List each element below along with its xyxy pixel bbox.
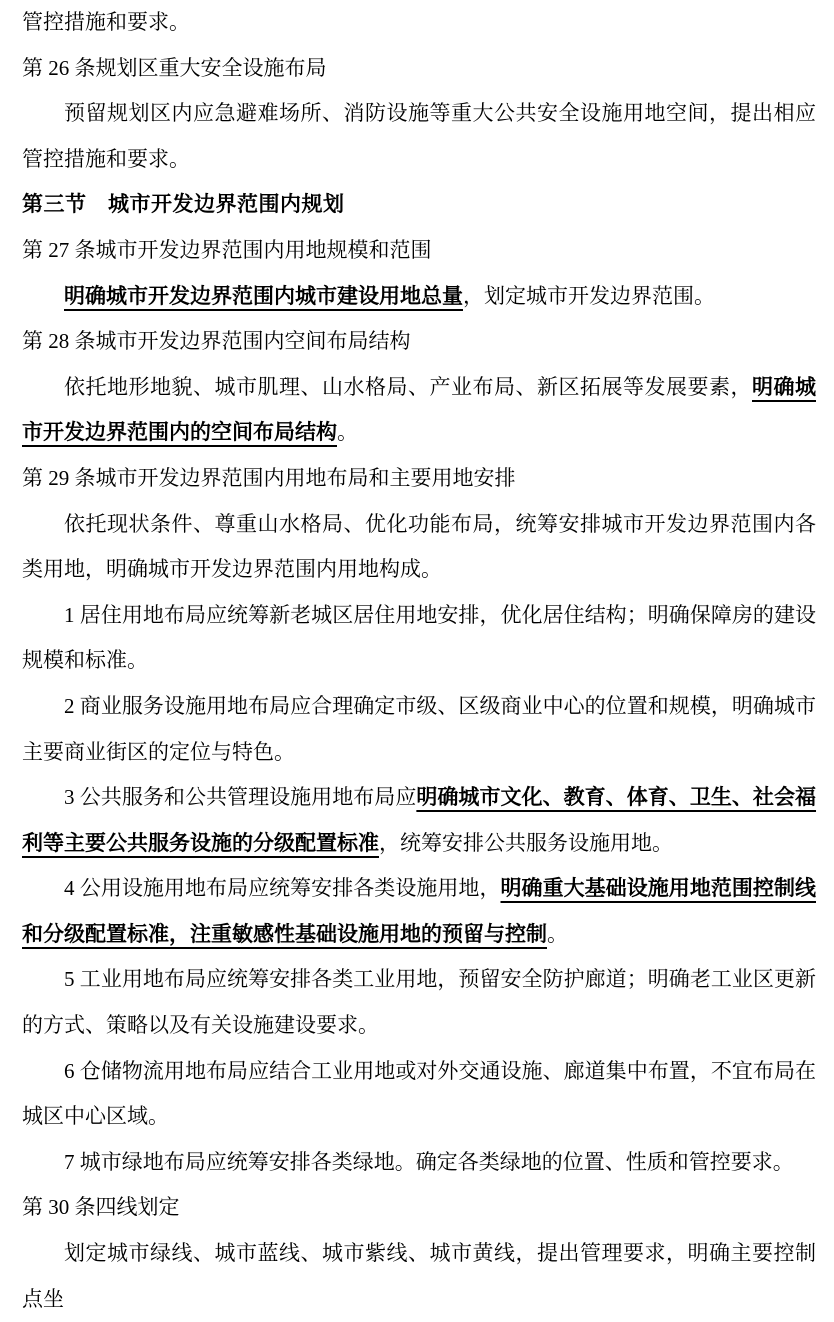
paragraph-body: [22, 957, 816, 1048]
emphasis-text-run: 明确城市文化、教育、体育、卫生、社会福利等主要公共服务设施的分级配置标准: [22, 785, 817, 855]
paragraph-body: [22, 1140, 816, 1186]
paragraph-body: [22, 1049, 816, 1140]
paragraph-body: [22, 274, 816, 320]
paragraph-body: [22, 775, 816, 866]
text-run: 划定城市绿线、城市蓝线、城市紫线、城市黄线，提出管理要求，明确主要控制点坐: [22, 1241, 816, 1311]
text-run: ，统筹安排公共服务设施用地。: [379, 830, 673, 855]
text-run: 7 城市绿地布局应统筹安排各类绿地。确定各类绿地的位置、性质和管控要求。: [64, 1149, 794, 1174]
text-run: 4 公用设施用地布局应统筹安排各类设施用地，: [64, 876, 501, 901]
emphasis-text-run: 明确城市开发边界范围内城市建设用地总量: [64, 283, 463, 308]
paragraph-body: [22, 866, 816, 957]
text-run: 第 27 条城市开发边界范围内用地规模和范围: [22, 237, 432, 262]
paragraph-article: [22, 228, 816, 274]
paragraph-article: [22, 1185, 816, 1231]
paragraph-body: [22, 365, 816, 456]
paragraph-body: [22, 502, 816, 593]
paragraph-body: [22, 1231, 816, 1322]
paragraph-article: [22, 319, 816, 365]
text-run: 依托地形地貌、城市肌理、山水格局、产业布局、新区拓展等发展要素，: [64, 374, 752, 399]
text-run: 第 26 条规划区重大安全设施布局: [22, 55, 327, 80]
text-run: 1 居住用地布局应统筹新老城区居住用地安排，优化居住结构；明确保障房的建设规模和标准。: [22, 602, 816, 673]
text-run: 2 商业服务设施用地布局应合理确定市级、区级商业中心的位置和规模，明确城市主要商业街区的定位与特色。: [22, 693, 816, 764]
text-run: 5 工业用地布局应统筹安排各类工业用地，预留安全防护廊道；明确老工业区更新的方式、策略以及有关设施建设要求。: [22, 967, 816, 1038]
text-run: 3 公共服务和公共管理设施用地布局应: [64, 785, 417, 810]
text-run: 管控措施和要求。: [22, 10, 190, 34]
text-run: 第 30 条四线划定: [22, 1195, 180, 1220]
paragraph-continuation: [22, 0, 816, 46]
emphasis-text-run: 明确城市开发边界范围内的空间布局结构: [22, 374, 816, 445]
paragraph-section: [22, 182, 816, 228]
emphasis-text-run: 明确重大基础设施用地范围控制线和分级配置标准，注重敏感性基础设施用地的预留与控制: [22, 876, 816, 946]
text-run: 第 28 条城市开发边界范围内空间布局结构: [22, 329, 411, 354]
text-run: 。: [337, 420, 358, 445]
paragraph-body: [22, 684, 816, 775]
paragraph-article: [22, 456, 816, 502]
text-run: 预留规划区内应急避难场所、消防设施等重大公共安全设施用地空间，提出相应管控措施和要求。: [22, 101, 816, 171]
paragraph-body: [22, 91, 816, 182]
text-run: 。: [547, 921, 568, 946]
text-run: ，划定城市开发边界范围。: [463, 283, 715, 308]
text-run: 6 仓储物流用地布局应结合工业用地或对外交通设施、廊道集中布置，不宜布局在城区中心区域。: [22, 1058, 816, 1129]
paragraph-body: [22, 593, 816, 684]
text-run: 第 29 条城市开发边界范围内用地布局和主要用地安排: [22, 465, 516, 490]
text-run: 第三节 城市开发边界范围内规划: [22, 192, 345, 217]
text-run: 依托现状条件、尊重山水格局、优化功能布局，统筹安排城市开发边界范围内各类用地，明确城市开发边界范围内用地构成。: [22, 511, 816, 582]
paragraph-article: [22, 46, 816, 92]
